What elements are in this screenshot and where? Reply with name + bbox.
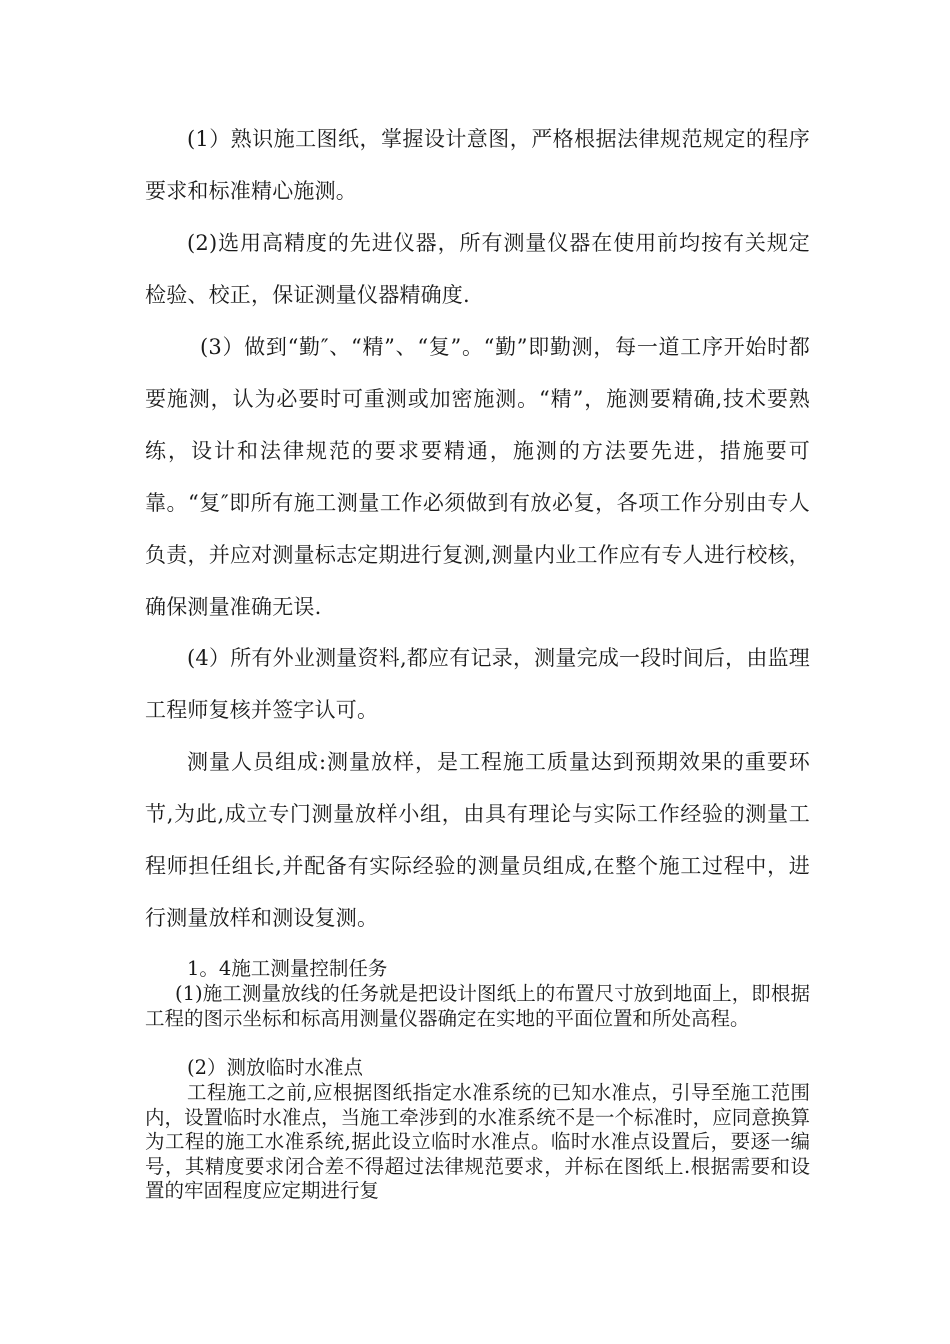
paragraph-2: (2)选用高精度的先进仪器，所有测量仪器在使用前均按有关规定检验、校正，保证测量仪器精确度.: [145, 231, 810, 307]
paragraph-5: 测量人员组成:测量放样，是工程施工质量达到预期效果的重要环节,为此,成立专门测量放样小组，由具有理论与实际工作经验的测量工程师担任组长,并配备有实际经验的测量员组成,在整个施工过程中，进行测量放样和测设复测。: [145, 750, 810, 930]
paragraph-3: (3）做到“勤″、“精”、“复”。“勤”即勤测，每一道工序开始时都要施测，认为必要时可重测或加密施测。“精”，施测要精确,技术要熟练，设计和法律规范的要求要精通，施测的方法要先进，措施要可靠。“复″即所有施工测量工作必须做到有放必复，各项工作分别由专人负责，并应对测量标志定期进行复测,测量内业工作应有专人进行校核，确保测量准确无误.: [145, 335, 810, 619]
section-item-1: (1)施工测量放线的任务就是把设计图纸上的布置尺寸放到地面上，即根据工程的图示坐标和标高用测量仪器确定在实地的平面位置和所处高程。: [145, 982, 810, 1030]
section-item-2-heading: (2）测放临时水准点: [187, 1056, 364, 1079]
section-heading: 1。4施工测量控制任务: [187, 957, 388, 980]
paragraph-1: (1）熟识施工图纸，掌握设计意图，严格根据法律规范规定的程序要求和标准精心施测。: [145, 127, 810, 203]
paragraph-4: (4）所有外业测量资料,都应有记录，测量完成一段时间后，由监理工程师复核并签字认可。: [145, 646, 810, 722]
section-item-2-body: 工程施工之前,应根据图纸指定水准系统的已知水准点，引导至施工范围内，设置临时水准点，当施工牵涉到的水准系统不是一个标准时，应同意换算为工程的施工水准系统,据此设立临时水准点。临时水准点设置后，要逐一编号，其精度要求闭合差不得超过法律规范要求，并标在图纸上.根据需要和设置的牢固程度应定期进行复: [145, 1081, 810, 1202]
